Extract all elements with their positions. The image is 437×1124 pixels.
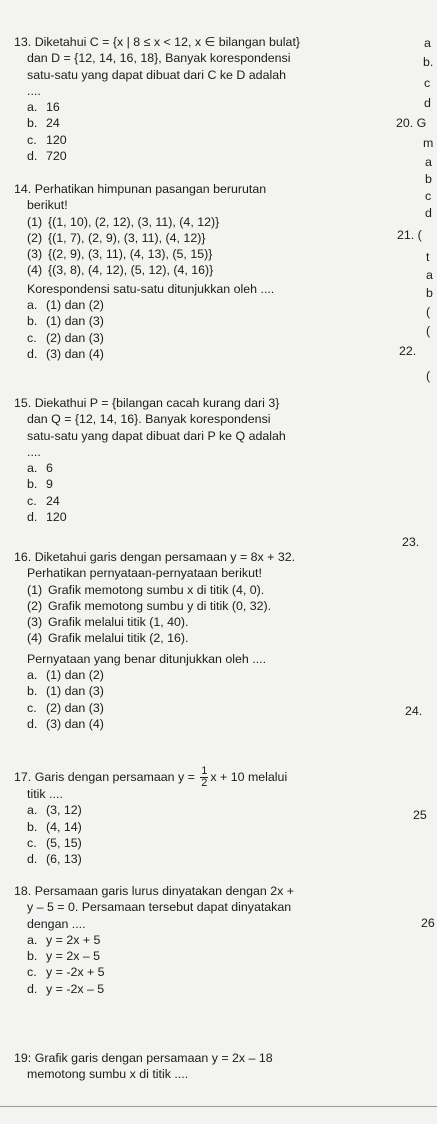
option-d[interactable]: d. 120 (27, 510, 67, 525)
statement-2: (2) {(1, 7), (2, 9), (3, 11), (4, 12)} (27, 230, 206, 245)
right-column-fragment: m (423, 136, 434, 150)
option-a[interactable]: a. 6 (27, 461, 53, 476)
option-d[interactable]: d. y = -2x – 5 (27, 981, 105, 996)
option-d[interactable]: d. (3) dan (4) (27, 346, 104, 361)
option-b[interactable]: b. 24 (27, 116, 60, 131)
right-column-fragment: ( (426, 305, 431, 319)
option-a[interactable]: a. (1) dan (2) (27, 668, 104, 683)
question-15 (14, 395, 414, 525)
question-14 (14, 181, 417, 362)
question-text: memotong sumbu x di titik .... (27, 1067, 189, 1082)
question-number: 13. (14, 35, 32, 49)
right-column-fragment: 21. ( (397, 228, 422, 242)
right-column-fragment: 25 (413, 808, 427, 822)
right-column-fragment: t (426, 250, 430, 264)
right-column-fragment: b (426, 286, 433, 300)
question-16 (14, 549, 414, 732)
question-text: dan Q = {12, 14, 16}. Banyak korespondensi (27, 412, 271, 427)
option-b[interactable]: b. y = 2x – 5 (27, 949, 101, 964)
question-text: berikut! (27, 198, 68, 213)
option-c[interactable]: c. (2) dan (3) (27, 700, 104, 715)
question-text: 14. Perhatikan himpunan pasangan berurutan (14, 182, 267, 196)
right-column-fragment: ( (426, 324, 431, 338)
right-column-fragment: 24. (405, 704, 423, 718)
statement-4: (4) {(3, 8), (4, 12), (5, 12), (4, 16)} (27, 263, 214, 278)
question-17 (14, 766, 414, 867)
option-b[interactable]: b. (1) dan (3) (27, 684, 104, 699)
option-c[interactable]: c. 120 (27, 132, 67, 147)
question-text: 18. Persamaan garis lurus dinyatakan dengan 2x + (14, 884, 295, 898)
question-text: .... (27, 83, 41, 98)
right-column-fragment: b (425, 172, 432, 186)
question-number: 16. (14, 550, 32, 564)
statement-2: (2) Grafik memotong sumbu y di titik (0, 32). (27, 598, 272, 613)
question-text: titik .... (27, 787, 63, 801)
option-b[interactable]: b. (4, 14) (27, 819, 82, 834)
question-text: y – 5 = 0. Persamaan tersebut dapat dinyatakan (27, 900, 292, 915)
option-d[interactable]: d. (3) dan (4) (27, 716, 104, 731)
statement-1: (1) {(1, 10), (2, 12), (3, 11), (4, 12)} (27, 214, 220, 229)
question-text: 16. Diketahui garis dengan persamaan y = 8x + 32. (14, 550, 296, 564)
question-text: Perhatikan pernyataan-pernyataan berikut! (27, 566, 262, 581)
option-d[interactable]: d. 720 (27, 149, 67, 164)
question-number: 14. (14, 182, 32, 196)
page-edge-divider (0, 1106, 437, 1107)
question-19 (14, 1050, 414, 1083)
right-column-fragment: d (425, 206, 432, 220)
question-prompt: Pernyataan yang benar ditunjukkan oleh .... (27, 651, 267, 666)
question-text: 13. Diketahui C = {x | 8 ≤ x < 12, x ∈ bilangan bulat} (14, 35, 301, 49)
question-text: 15. Diekathui P = {bilangan cacah kurang dari 3} (14, 396, 280, 410)
right-column-fragment: 23. (402, 535, 420, 549)
question-18 (14, 883, 414, 997)
right-column-fragment: 20. G (396, 116, 427, 130)
right-column-fragment: a (424, 36, 431, 50)
fraction-one-half: $\frac{1}{2}$ (201, 765, 208, 789)
question-text: satu-satu yang dapat dibuat dari P ke Q adalah (27, 428, 286, 443)
question-prompt: Korespondensi satu-satu ditunjukkan oleh .... (27, 281, 275, 296)
option-b[interactable]: b. (1) dan (3) (27, 314, 104, 329)
option-a[interactable]: a. (1) dan (2) (27, 298, 104, 313)
option-c[interactable]: c. 24 (27, 493, 60, 508)
question-text: .... (27, 444, 41, 459)
option-a[interactable]: a. 16 (27, 100, 60, 115)
question-text: 17. Garis dengan persamaan y = $\frac{1}{2}$ x + 10 melalui (14, 765, 288, 789)
question-number: 18. (14, 884, 32, 898)
statement-4: (4) Grafik melalui titik (2, 16). (27, 631, 189, 646)
right-column-fragment: a (426, 268, 433, 282)
option-c[interactable]: c. (5, 15) (27, 835, 82, 850)
option-a[interactable]: a. y = 2x + 5 (27, 932, 101, 947)
question-number: 17. (14, 769, 32, 784)
question-text: 19: Grafik garis dengan persamaan y = 2x – 18 (14, 1051, 273, 1065)
question-text: satu-satu yang dapat dibuat dari C ke D adalah (27, 67, 286, 82)
right-column-fragment: a (425, 155, 432, 169)
question-text: dan D = {12, 14, 16, 18}, Banyak korespondensi (27, 51, 291, 66)
statement-1: (1) Grafik memotong sumbu x di titik (4, 0). (27, 582, 265, 597)
statement-3: (3) {(2, 9), (3, 11), (4, 13), (5, 15)} (27, 247, 213, 262)
question-number: 19: (14, 1051, 32, 1065)
right-column-fragment: c (425, 189, 432, 203)
right-column-fragment: ( (426, 369, 431, 383)
option-a[interactable]: a. (3, 12) (27, 803, 82, 818)
question-13 (14, 34, 414, 164)
statement-3: (3) Grafik melalui titik (1, 40). (27, 615, 189, 630)
question-number: 15. (14, 396, 32, 410)
right-column-fragment: c (424, 76, 431, 90)
question-text: dengan .... (27, 916, 86, 931)
option-b[interactable]: b. 9 (27, 477, 53, 492)
right-column-fragment: 26 (421, 916, 435, 930)
right-column-fragment: 22. (399, 344, 417, 358)
option-c[interactable]: c. (2) dan (3) (27, 330, 104, 345)
right-column-fragment: b. (423, 55, 434, 69)
option-c[interactable]: c. y = -2x + 5 (27, 965, 105, 980)
right-column-fragment: d (424, 96, 431, 110)
option-d[interactable]: d. (6, 13) (27, 852, 82, 867)
